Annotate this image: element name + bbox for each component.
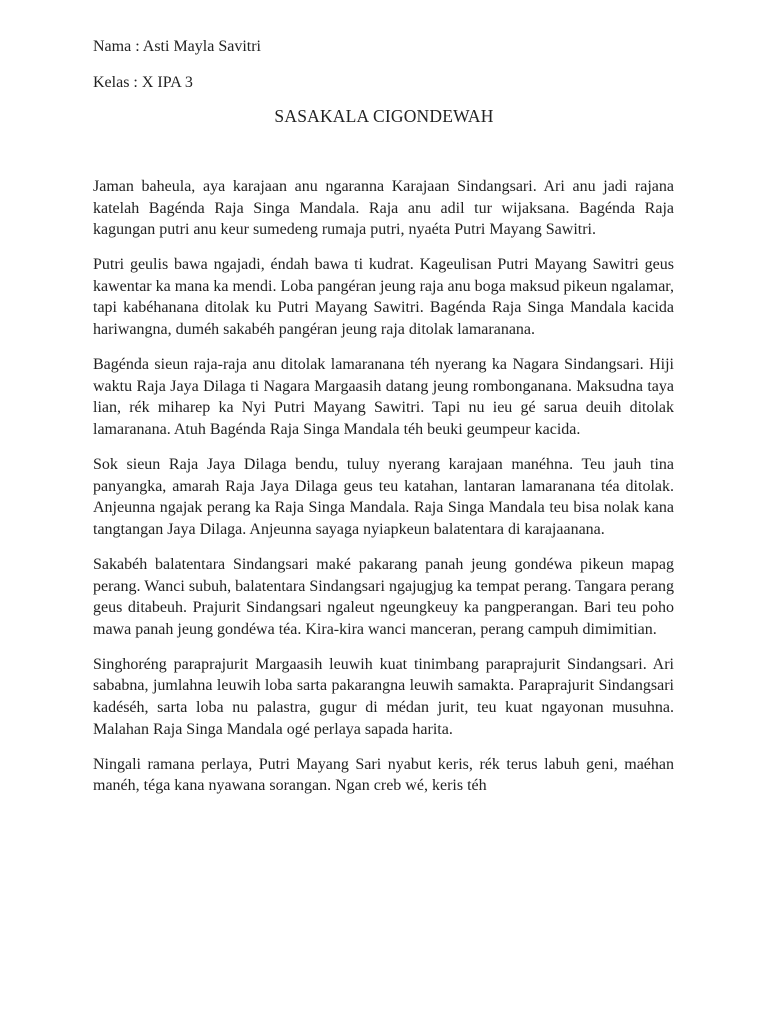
story-body [93,176,674,810]
paragraph-6: Singhoréng paraprajurit Margaasih leuwih kuat tinimbang paraprajurit Sindangsari. Ari sababna, jumlahna leuwih loba sarta pakarangna leuwih samakta. Paraprajurit Sindangsari kadéséh, sarta loba nu palastra, gugur di médan jurit, teu kuat ngayonan musuhna. Malahan Raja Singa Mandala ogé perlaya sapada harita. [93,655,674,738]
paragraph-2: Putri geulis bawa ngajadi, éndah bawa ti kudrat. Kageulisan Putri Mayang Sawitri geus kawentar ka mana ka mendi. Loba pangéran jeung raja anu boga maksud pikeun ngalamar, tapi kabéhanana ditolak ku Putri Mayang Sawitri. Bagénda Raja Singa Mandala kacida hariwangna, duméh sakabéh pangéran jeung raja ditolak lamaranana. [93,256,674,339]
paragraph-4: Sok sieun Raja Jaya Dilaga bendu, tuluy nyerang karajaan manéhna. Teu jauh tina panyangka, amarah Raja Jaya Dilaga geus teu katahan, lantaran lamaranana téa ditolak. Anjeunna ngajak perang ka Raja Singa Mandala. Raja Singa Mandala teu bisa nolak kana tangtangan Jaya Dilaga. Anjeunna sayaga nyiapkeun balatentara di karajaanana. [93,456,674,538]
student-name-line: Nama : Asti Mayla Savitri [93,38,261,55]
document-title: SASAKALA CIGONDEWAH [274,106,494,126]
paragraph-3: Bagénda sieun raja-raja anu ditolak lamaranana téh nyerang ka Nagara Sindangsari. Hiji waktu Raja Jaya Dilaga ti Nagara Margaasih datang jeung rombonganana. Maksudna taya lian, rék miharep ka Nyi Putri Mayang Sawitri. Tapi nu ieu gé sarua deuih ditolak lamaranana. Atuh Bagénda Raja Singa Mandala téh beuki geumpeur kacida. [93,356,674,438]
paragraph-1: Jaman baheula, aya karajaan anu ngaranna Karajaan Sindangsari. Ari anu jadi rajana katelah Bagénda Raja Singa Mandala. Raja anu adil tur wijaksana. Bagénda Raja kagungan putri anu keur sumedeng rumaja putri, nyaéta Putri Mayang Sawitri. [93,178,674,239]
student-class-line: Kelas : X IPA 3 [93,74,193,91]
paragraph-7: Ningali ramana perlaya, Putri Mayang Sari nyabut keris, rék terus labuh geni, maéhan manéh, téga kana nyawana sorangan. Ngan creb wé, keris téh [93,755,674,795]
paragraph-5: Sakabéh balatentara Sindangsari maké pakarang panah jeung gondéwa pikeun mapag perang. Wanci subuh, balatentara Sindangsari ngajugjug ka tempat perang. Tangara perang geus ditabeuh. Prajurit Sindangsari ngaleut ngeungkeuy ka pangperangan. Bari teu poho mawa panah jeung gondéwa téa. Kira-kira wanci manceran, perang campuh dimimitian. [93,555,674,638]
